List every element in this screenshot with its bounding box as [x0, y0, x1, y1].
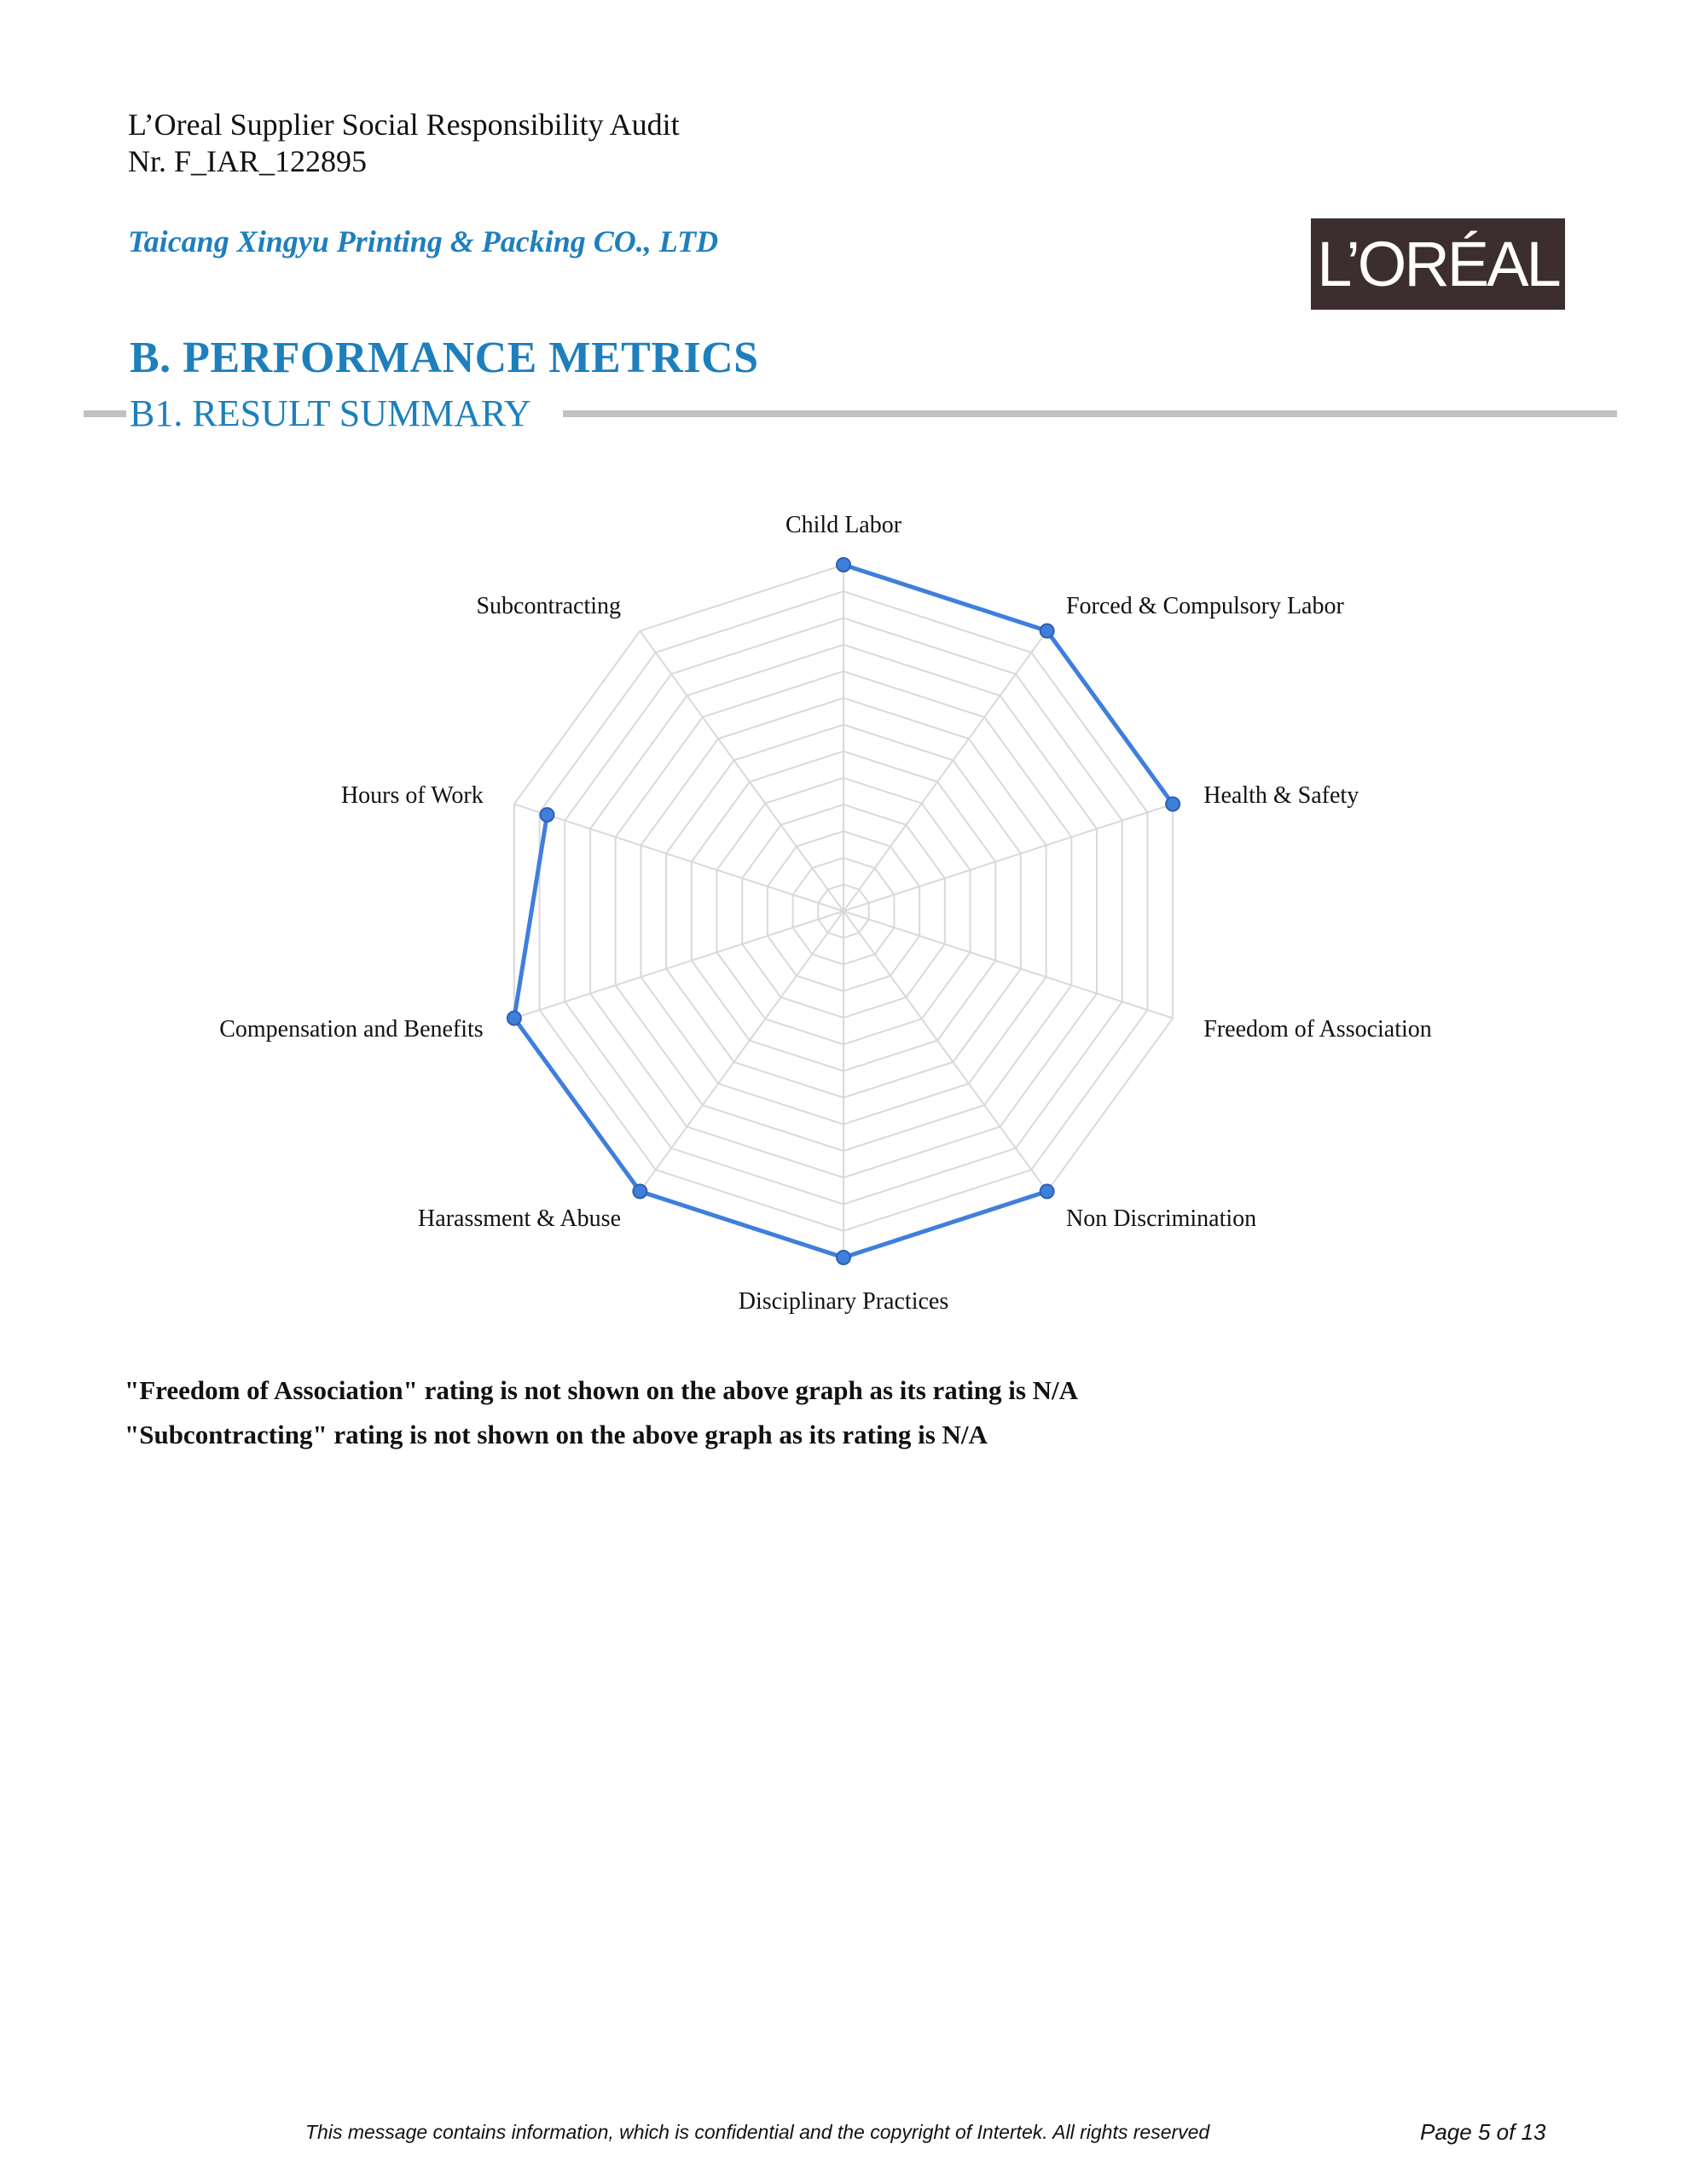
- axis-label: Non Discrimination: [1065, 1205, 1257, 1233]
- grid-spoke: [640, 911, 844, 1191]
- subsection-title: B1. RESULT SUMMARY: [130, 392, 531, 434]
- series-line: [1047, 631, 1173, 804]
- report-title: L’Oreal Supplier Social Responsibility Audit: [128, 107, 680, 142]
- radar-chart: [0, 478, 1687, 1331]
- note-subcontracting: "Subcontracting" rating is not shown on the above graph as its rating is N/A: [125, 1420, 988, 1449]
- data-point: [837, 558, 850, 572]
- note-freedom-of-association: "Freedom of Association" rating is not shown on the above graph as its rating is N/A: [125, 1375, 1079, 1405]
- axis-label: Hours of Work: [340, 781, 484, 809]
- axis-label: Subcontracting: [476, 592, 622, 619]
- axis-label: Disciplinary Practices: [738, 1288, 949, 1315]
- divider-right: [563, 410, 1617, 417]
- company-name: Taicang Xingyu Printing & Packing CO., LTD: [128, 224, 719, 258]
- grid-spoke: [844, 631, 1047, 911]
- data-point: [1166, 798, 1180, 811]
- axis-label: Compensation and Benefits: [219, 1016, 484, 1043]
- section-title: B. PERFORMANCE METRICS: [130, 334, 759, 382]
- page-number: Page 5 of 13: [1420, 2119, 1546, 2145]
- confidentiality-footer: This message contains information, which is confidential and the copyright of Intertek. All rights reserved: [305, 2121, 1210, 2143]
- axis-label: Health & Safety: [1203, 781, 1359, 809]
- series-line: [844, 1191, 1047, 1258]
- grid-spoke: [844, 911, 1047, 1191]
- data-point: [540, 808, 554, 822]
- axis-label: Harassment & Abuse: [418, 1205, 622, 1233]
- data-point: [837, 1251, 850, 1264]
- axis-label: Forced & Compulsory Labor: [1065, 592, 1344, 619]
- data-point: [1041, 624, 1054, 638]
- data-point: [633, 1184, 646, 1198]
- series-line: [514, 815, 548, 1018]
- axis-label: Freedom of Association: [1203, 1016, 1432, 1043]
- series-line: [514, 1018, 640, 1191]
- axis-label: Child Labor: [785, 512, 902, 538]
- subsection-header: [84, 392, 1617, 435]
- series-line: [640, 1191, 844, 1258]
- series-line: [844, 565, 1047, 631]
- loreal-logo: L’ORÉAL: [1311, 218, 1565, 310]
- grid-spoke: [640, 631, 844, 911]
- data-point: [1041, 1184, 1054, 1198]
- report-number: Nr. F_IAR_122895: [128, 144, 368, 178]
- data-point: [507, 1011, 521, 1025]
- divider-left: [84, 410, 126, 417]
